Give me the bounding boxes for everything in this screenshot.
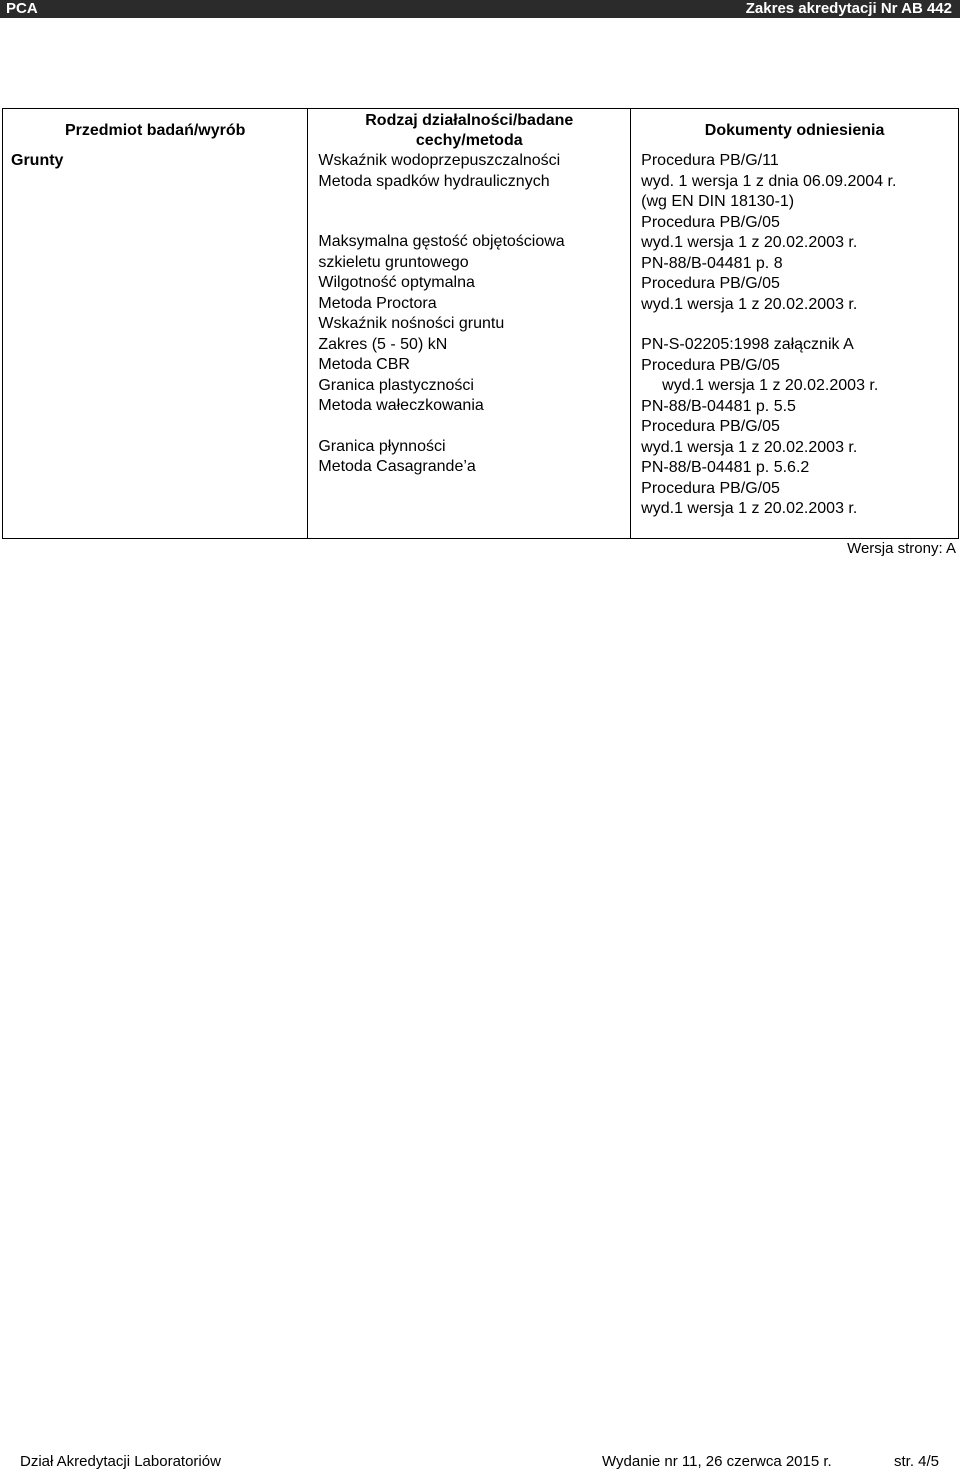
document-group [641,458,950,520]
document-line: Procedura PB/G/11 [641,152,779,169]
document-line: wyd. 1 wersja 1 z dnia 06.09.2004 r. [641,172,897,190]
column-header-subject: Przedmiot badań/wyrób [3,109,308,152]
method-line: Wilgotność optymalna [318,274,475,291]
method-group [318,151,622,192]
table-row [3,151,959,538]
document-line: wyd.1 wersja 1 z 20.02.2003 r. [641,500,858,517]
org-name: PCA [6,0,38,17]
subject-cell [3,151,308,538]
method-line: Granica płynności [318,437,446,455]
page-header [0,0,960,18]
method-line: Maksymalna gęstość objętościowa [318,233,565,250]
document-line: PN-S-02205:1998 załącznik A [641,336,854,353]
document-line: Procedura PB/G/05 [641,275,780,292]
method-line: Zakres (5 - 50) kN [318,335,448,353]
document-line: wyd.1 wersja 1 z 20.02.2003 r. [662,377,879,394]
methods-cell [308,151,631,538]
method-group [318,314,622,376]
document-line: PN-88/B-04481 p. 5.6.2 [641,459,810,476]
footer-page-number: str. 4/5 [894,1453,940,1470]
subject-label: Grunty [11,152,64,169]
document-group [641,335,950,397]
footer-department: Dział Akredytacji Laboratoriów [20,1453,221,1470]
method-line: szkieletu gruntowego [318,253,469,271]
document-group [641,151,950,254]
document-group [641,397,950,459]
method-line: Metoda Proctora [318,294,437,312]
documents-cell [631,151,959,538]
document-title: Zakres akredytacji Nr AB 442 [745,0,952,17]
document-line: PN-88/B-04481 p. 8 [641,254,783,272]
document-line: wyd.1 wersja 1 z 20.02.2003 r. [641,234,858,251]
document-line: Procedura PB/G/05 [641,213,780,231]
method-line: Wskaźnik wodoprzepuszczalności [318,152,561,169]
footer-edition: Wydanie nr 11, 26 czerwca 2015 r. [602,1453,832,1470]
document-line: (wg EN DIN 18130-1) [641,193,795,210]
document-line: wyd.1 wersja 1 z 20.02.2003 r. [641,438,858,456]
method-group [318,232,622,314]
table-header-row [3,109,959,152]
method-line: Metoda Casagrande’a [318,458,476,475]
method-line: Granica plastyczności [318,376,474,394]
page-footer [0,1452,960,1472]
method-line: Metoda spadków hydraulicznych [318,172,550,190]
document-line: Procedura PB/G/05 [641,356,780,374]
page-version: Wersja strony: A [847,540,956,557]
column-header-activity: Rodzaj działalności/badane cechy/metoda [308,109,631,152]
method-line: Metoda CBR [318,356,410,373]
document-line: wyd.1 wersja 1 z 20.02.2003 r. [641,295,858,313]
document-line: Procedura PB/G/05 [641,418,780,435]
column-header-documents: Dokumenty odniesienia [631,109,959,152]
document-group [641,254,950,316]
method-line: Wskaźnik nośności gruntu [318,315,505,332]
method-group [318,437,622,478]
accreditation-table [2,108,959,539]
document-line: PN-88/B-04481 p. 5.5 [641,397,796,415]
document-line: Procedura PB/G/05 [641,479,780,497]
method-group [318,376,622,417]
method-line: Metoda wałeczkowania [318,397,484,414]
